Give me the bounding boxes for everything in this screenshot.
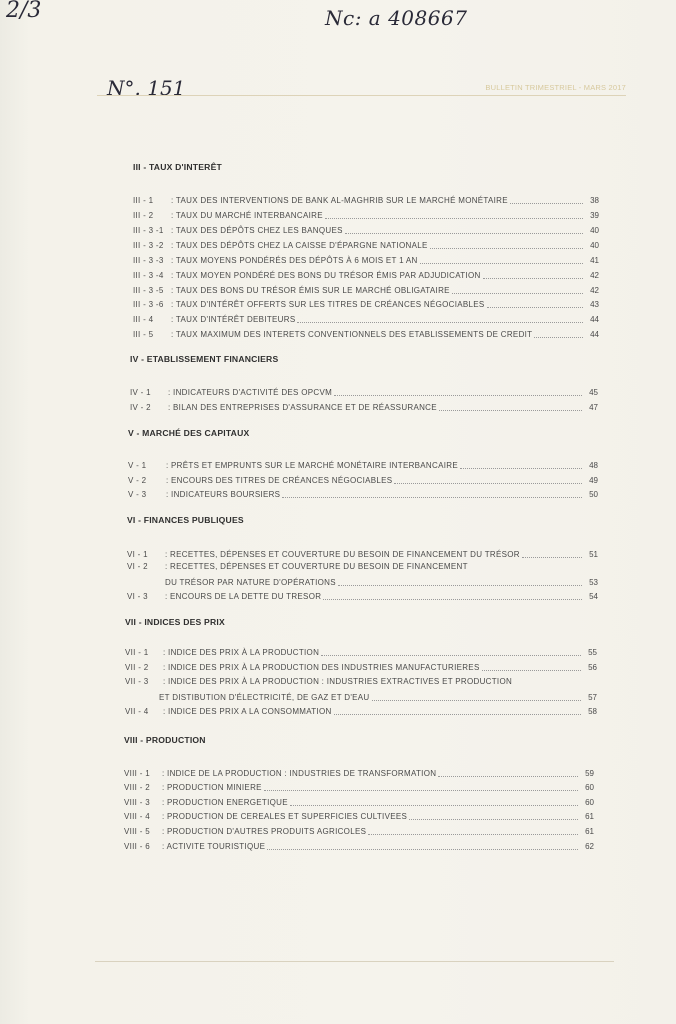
toc-page: 50 bbox=[589, 490, 598, 499]
leader-dots bbox=[439, 410, 582, 411]
toc-code: VIII - 6 bbox=[124, 842, 150, 851]
leader-dots bbox=[334, 395, 582, 396]
leader-dots bbox=[452, 293, 583, 294]
toc-page: 54 bbox=[589, 592, 598, 601]
leader-dots bbox=[409, 819, 578, 820]
toc-code: VIII - 1 bbox=[124, 769, 150, 778]
toc-code: III - 3 -5 bbox=[133, 286, 164, 295]
handwritten-reference: Nc: a 408667 bbox=[325, 6, 468, 30]
toc-label: : TAUX DES INTERVENTIONS DE BANK AL-MAGHRIB SUR LE MARCHÉ MONÉTAIRE bbox=[171, 196, 508, 205]
toc-entry bbox=[133, 300, 599, 310]
toc-code: V - 1 bbox=[128, 461, 147, 470]
toc-page: 56 bbox=[588, 663, 597, 672]
toc-code: VIII - 3 bbox=[124, 798, 150, 807]
toc-page: 59 bbox=[585, 769, 594, 778]
toc-page: 47 bbox=[589, 403, 598, 412]
leader-dots bbox=[297, 322, 583, 323]
toc-label: : ENCOURS DES TITRES DE CRÉANCES NÉGOCIABLES bbox=[166, 476, 393, 485]
handwritten-number: N°. 151 bbox=[107, 76, 186, 100]
toc-entry bbox=[130, 388, 598, 398]
toc-entry bbox=[133, 226, 599, 236]
toc-code: V - 3 bbox=[128, 490, 147, 499]
toc-label: : TAUX D'INTÉRÊT DEBITEURS bbox=[171, 315, 296, 324]
toc-page: 49 bbox=[589, 476, 598, 485]
toc-entry bbox=[127, 578, 598, 588]
toc-label: : PRODUCTION ENERGETIQUE bbox=[162, 798, 288, 807]
toc-page: 60 bbox=[585, 783, 594, 792]
toc-label: : INDICE DES PRIX À LA PRODUCTION DES INDUSTRIES MANUFACTURIERES bbox=[163, 663, 480, 672]
toc-code: VI - 3 bbox=[127, 592, 148, 601]
toc-page: 48 bbox=[589, 461, 598, 470]
toc-label: : TAUX DU MARCHÉ INTERBANCAIRE bbox=[171, 211, 323, 220]
toc-page: 45 bbox=[589, 388, 598, 397]
toc-label: : INDICE DE LA PRODUCTION : INDUSTRIES DE TRANSFORMATION bbox=[162, 769, 437, 778]
toc-label: : PRODUCTION D'AUTRES PRODUITS AGRICOLES bbox=[162, 827, 367, 836]
leader-dots bbox=[510, 203, 583, 204]
toc-page: 40 bbox=[590, 226, 599, 235]
toc-page: 44 bbox=[590, 330, 599, 339]
toc-code: IV - 1 bbox=[130, 388, 151, 397]
toc-entry bbox=[125, 677, 597, 687]
leader-dots bbox=[522, 557, 582, 558]
toc-entry bbox=[133, 315, 599, 325]
header-divider bbox=[97, 95, 626, 96]
toc-page: 40 bbox=[590, 241, 599, 250]
toc-code: III - 3 -6 bbox=[133, 300, 164, 309]
toc-label: : TAUX DES DÉPÔTS CHEZ LA CAISSE D'ÉPARGNE NATIONALE bbox=[171, 241, 428, 250]
toc-code: III - 2 bbox=[133, 211, 154, 220]
toc-entry bbox=[133, 271, 599, 281]
toc-entry bbox=[133, 196, 599, 206]
bulletin-header: BULLETIN TRIMESTRIEL - MARS 2017 bbox=[485, 83, 626, 92]
toc-entry bbox=[125, 663, 597, 673]
toc-page: 42 bbox=[590, 286, 599, 295]
toc-entry bbox=[128, 490, 598, 500]
leader-dots bbox=[290, 805, 578, 806]
toc-label: : ACTIVITE TOURISTIQUE bbox=[162, 842, 266, 851]
toc-code: VIII - 2 bbox=[124, 783, 150, 792]
leader-dots bbox=[282, 497, 582, 498]
toc-code: III - 3 -1 bbox=[133, 226, 164, 235]
toc-page: 51 bbox=[589, 550, 598, 559]
toc-code: VII - 1 bbox=[125, 648, 149, 657]
section-title-iii: III - TAUX D'INTERÊT bbox=[133, 162, 222, 172]
toc-entry bbox=[133, 330, 599, 340]
toc-code: VII - 3 bbox=[125, 677, 149, 686]
toc-page: 39 bbox=[590, 211, 599, 220]
leader-dots bbox=[430, 248, 583, 249]
leader-dots bbox=[323, 599, 582, 600]
section-title-vi: VI - FINANCES PUBLIQUES bbox=[127, 515, 244, 525]
toc-label: DU TRÉSOR PAR NATURE D'OPÉRATIONS bbox=[165, 578, 336, 587]
leader-dots bbox=[338, 585, 582, 586]
leader-dots bbox=[321, 655, 581, 656]
toc-label: : PRÊTS ET EMPRUNTS SUR LE MARCHÉ MONÉTAIRE INTERBANCAIRE bbox=[166, 461, 458, 470]
handwritten-page-mark: 2/3 bbox=[6, 0, 42, 23]
toc-label: : RECETTES, DÉPENSES ET COUVERTURE DU BESOIN DE FINANCEMENT DU TRÉSOR bbox=[165, 550, 520, 559]
toc-label: : TAUX D'INTÉRÊT OFFERTS SUR LES TITRES DE CRÉANCES NÉGOCIABLES bbox=[171, 300, 485, 309]
leader-dots bbox=[325, 218, 583, 219]
toc-entry bbox=[125, 648, 597, 658]
leader-dots bbox=[483, 278, 583, 279]
toc-entry bbox=[125, 693, 597, 703]
toc-entry bbox=[128, 476, 598, 486]
toc-entry bbox=[133, 286, 599, 296]
toc-page: 41 bbox=[590, 256, 599, 265]
toc-page: 44 bbox=[590, 315, 599, 324]
toc-label: : INDICATEURS BOURSIERS bbox=[166, 490, 281, 499]
toc-label: : TAUX DES DÉPÔTS CHEZ LES BANQUES bbox=[171, 226, 343, 235]
toc-label: ET DISTIBUTION D'ÉLECTRICITÉ, DE GAZ ET D'EAU bbox=[159, 693, 370, 702]
section-title-iv: IV - ETABLISSEMENT FINANCIERS bbox=[130, 354, 279, 364]
toc-page: 61 bbox=[585, 812, 594, 821]
leader-dots bbox=[420, 263, 583, 264]
toc-page: 42 bbox=[590, 271, 599, 280]
toc-page: 62 bbox=[585, 842, 594, 851]
toc-code: III - 3 -4 bbox=[133, 271, 164, 280]
leader-dots bbox=[368, 834, 578, 835]
toc-code: III - 4 bbox=[133, 315, 154, 324]
toc-page: 38 bbox=[590, 196, 599, 205]
section-title-viii: VIII - PRODUCTION bbox=[124, 735, 206, 745]
toc-page: 55 bbox=[588, 648, 597, 657]
toc-code: VI - 2 bbox=[127, 562, 148, 571]
leader-dots bbox=[345, 233, 583, 234]
toc-code: V - 2 bbox=[128, 476, 147, 485]
toc-code: III - 5 bbox=[133, 330, 154, 339]
toc-code: IV - 2 bbox=[130, 403, 151, 412]
toc-page: 61 bbox=[585, 827, 594, 836]
toc-page: 53 bbox=[589, 578, 598, 587]
toc-label: : TAUX MAXIMUM DES INTERETS CONVENTIONNELS DES ETABLISSEMENTS DE CREDIT bbox=[171, 330, 533, 339]
toc-label: : PRODUCTION DE CEREALES ET SUPERFICIES CULTIVEES bbox=[162, 812, 408, 821]
toc-entry bbox=[127, 592, 598, 602]
toc-entry bbox=[133, 256, 599, 266]
section-title-v: V - MARCHÉ DES CAPITAUX bbox=[128, 428, 250, 438]
leader-dots bbox=[460, 468, 582, 469]
leader-dots bbox=[264, 790, 578, 791]
toc-code: VIII - 4 bbox=[124, 812, 150, 821]
leader-dots bbox=[334, 714, 581, 715]
toc-code: VI - 1 bbox=[127, 550, 148, 559]
toc-label: : INDICATEURS D'ACTIVITÉ DES OPCVM bbox=[168, 388, 333, 397]
toc-label: : INDICE DES PRIX A LA CONSOMMATION bbox=[163, 707, 332, 716]
toc-entry bbox=[133, 211, 599, 221]
toc-code: III - 3 -2 bbox=[133, 241, 164, 250]
toc-code: VII - 4 bbox=[125, 707, 149, 716]
toc-entry bbox=[127, 562, 598, 572]
toc-label: : BILAN DES ENTREPRISES D'ASSURANCE ET DE RÉASSURANCE bbox=[168, 403, 437, 412]
leader-dots bbox=[394, 483, 582, 484]
toc-entry bbox=[125, 707, 597, 717]
toc-page: 58 bbox=[588, 707, 597, 716]
leader-dots bbox=[267, 849, 578, 850]
toc-label: : INDICE DES PRIX À LA PRODUCTION : INDUSTRIES EXTRACTIVES ET PRODUCTION bbox=[163, 677, 513, 686]
toc-entry bbox=[127, 550, 598, 560]
toc-entry bbox=[124, 783, 594, 793]
toc-label: : RECETTES, DÉPENSES ET COUVERTURE DU BESOIN DE FINANCEMENT bbox=[165, 562, 468, 571]
toc-label: : INDICE DES PRIX À LA PRODUCTION bbox=[163, 648, 320, 657]
toc-label: : TAUX MOYENS PONDÉRÉS DES DÉPÔTS À 6 MOIS ET 1 AN bbox=[171, 256, 418, 265]
leader-dots bbox=[438, 776, 578, 777]
toc-code: III - 3 -3 bbox=[133, 256, 164, 265]
toc-label: : TAUX MOYEN PONDÉRÉ DES BONS DU TRÉSOR ÉMIS PAR ADJUDICATION bbox=[171, 271, 481, 280]
toc-code: III - 1 bbox=[133, 196, 154, 205]
toc-label: : ENCOURS DE LA DETTE DU TRESOR bbox=[165, 592, 322, 601]
toc-entry bbox=[124, 812, 594, 822]
toc-entry bbox=[133, 241, 599, 251]
toc-entry bbox=[124, 827, 594, 837]
toc-page: 60 bbox=[585, 798, 594, 807]
toc-entry bbox=[124, 769, 594, 779]
leader-dots bbox=[482, 670, 581, 671]
toc-entry bbox=[124, 842, 594, 852]
leader-dots bbox=[534, 337, 583, 338]
toc-label: : PRODUCTION MINIERE bbox=[162, 783, 262, 792]
toc-page: 57 bbox=[588, 693, 597, 702]
toc-entry bbox=[130, 403, 598, 413]
leader-dots bbox=[487, 307, 583, 308]
toc-entry bbox=[128, 461, 598, 471]
toc-code: VII - 2 bbox=[125, 663, 149, 672]
toc-entry bbox=[124, 798, 594, 808]
footer-divider bbox=[95, 961, 614, 962]
toc-page: 43 bbox=[590, 300, 599, 309]
section-title-vii: VII - INDICES DES PRIX bbox=[125, 617, 225, 627]
leader-dots bbox=[372, 700, 581, 701]
toc-code: VIII - 5 bbox=[124, 827, 150, 836]
toc-label: : TAUX DES BONS DU TRÉSOR ÉMIS SUR LE MARCHÉ OBLIGATAIRE bbox=[171, 286, 450, 295]
